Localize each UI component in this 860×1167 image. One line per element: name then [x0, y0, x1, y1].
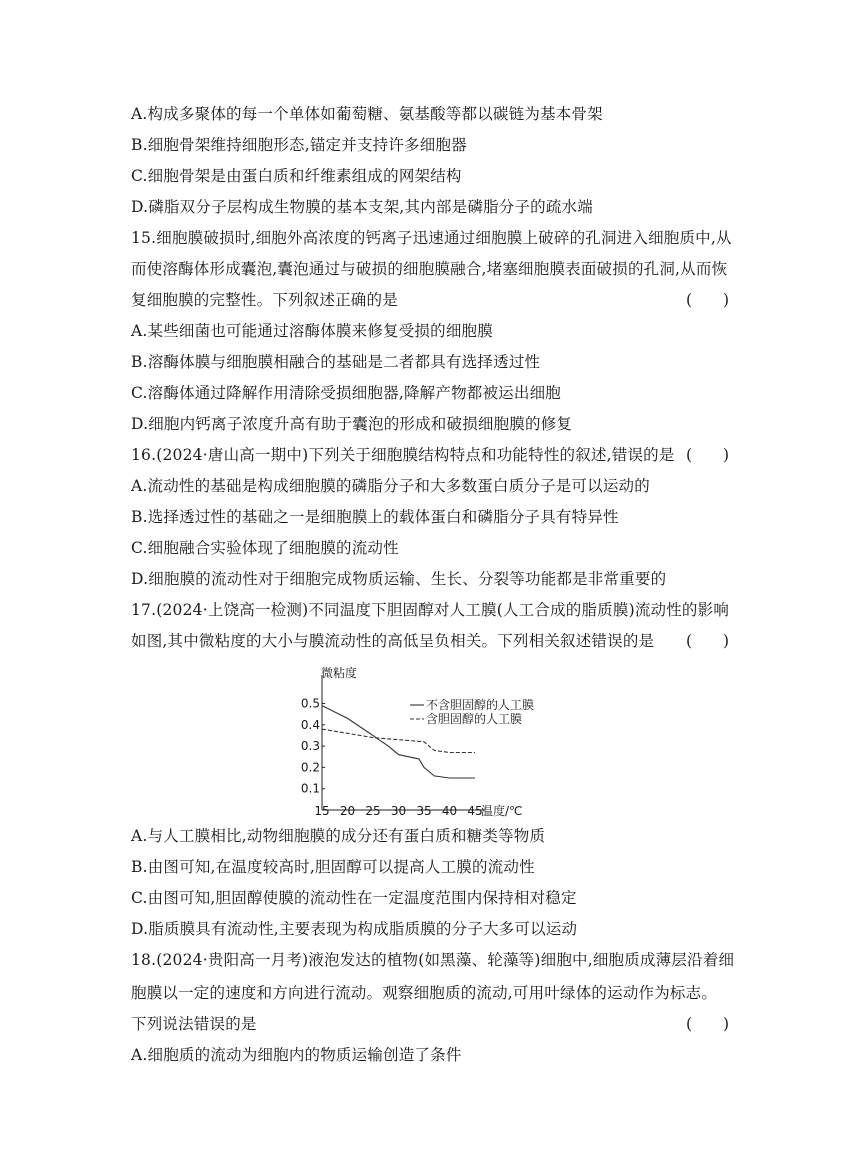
question-15-stem-1: 15.细胞膜破损时,细胞外高浓度的钙离子迅速通过细胞膜上破碎的孔洞进入细胞质中,从 [131, 229, 732, 247]
question-15-stem-3: 复细胞膜的完整性。下列叙述正确的是 [131, 291, 398, 309]
option-15b: B.溶酶体膜与细胞膜相融合的基础是二者都具有选择透过性 [131, 353, 541, 371]
option-16a: A.流动性的基础是构成细胞膜的磷脂分子和大多数蛋白质分子是可以运动的 [131, 477, 650, 495]
x-axis-label: 温度/℃ [481, 804, 523, 818]
question-15-stem-2: 而使溶酶体形成囊泡,囊泡通过与破损的细胞膜融合,堵塞细胞膜表面破损的孔洞,从而恢 [131, 260, 728, 278]
x-tick-label: 20 [339, 804, 356, 818]
answer-paren-18: ( ) [686, 1015, 730, 1033]
x-tick-label: 15 [314, 804, 330, 818]
y-tick-label: 0.4 [300, 717, 320, 732]
answer-paren-15: ( ) [686, 291, 730, 309]
option-16b: B.选择透过性的基础之一是细胞膜上的载体蛋白和磷脂分子具有特异性 [131, 508, 619, 526]
legend-label-2: 含胆固醇的人工膜 [426, 712, 523, 726]
question-18-stem-2: 胞膜以一定的速度和方向进行流动。观察细胞质的流动,可用叶绿体的运动作为标志。 [131, 984, 718, 1002]
option-15a: A.某些细菌也可能通过溶酶体膜来修复受损的细胞膜 [131, 322, 493, 340]
chart-axes [321, 665, 523, 818]
chart-legend [410, 697, 534, 726]
option-18a: A.细胞质的流动为细胞内的物质运输创造了条件 [131, 1046, 462, 1064]
option-17c: C.由图可知,胆固醇使膜的流动性在一定温度范围内保持相对稳定 [131, 889, 577, 907]
question-18-stem-3: 下列说法错误的是 [131, 1015, 257, 1033]
question-17-stem-2: 如图,其中微粘度的大小与膜流动性的高低呈负相关。下列相关叙述错误的是 [131, 632, 655, 650]
option-15c: C.溶酶体通过降解作用清除受损细胞器,降解产物都被运出细胞 [131, 384, 561, 402]
y-tick-label: 0.3 [300, 739, 320, 754]
answer-paren-16: ( ) [686, 446, 730, 464]
y-tick-label: 0.2 [300, 760, 320, 775]
question-18-stem-1: 18.(2024·贵阳高一月考)液泡发达的植物(如黑藻、轮藻等)细胞中,细胞质成薄层沿着细 [131, 951, 735, 969]
question-16-stem: 16.(2024·唐山高一期中)下列关于细胞膜结构特点和功能特性的叙述,错误的是 [131, 446, 675, 464]
question-17-stem-1: 17.(2024·上饶高一检测)不同温度下胆固醇对人工膜(人工合成的脂质膜)流动性的影响 [131, 601, 730, 619]
option-17a: A.与人工膜相比,动物细胞膜的成分还有蛋白质和糖类等物质 [131, 827, 546, 845]
x-tick-label: 45 [467, 804, 483, 818]
option-15d: D.细胞内钙离子浓度升高有助于囊泡的形成和破损细胞膜的修复 [131, 415, 573, 433]
y-axis-label: 微粘度 [321, 666, 358, 680]
option-17d: D.脂质膜具有流动性,主要表现为构成脂质膜的分子大多可以运动 [131, 920, 578, 938]
answer-paren-17: ( ) [686, 632, 730, 650]
y-tick-label: 0.5 [300, 696, 320, 711]
option-14b: B.细胞骨架维持细胞形态,锚定并支持许多细胞器 [131, 136, 467, 154]
y-tick-label: 0.1 [300, 781, 320, 796]
legend-label-1: 不含胆固醇的人工膜 [426, 698, 535, 712]
x-tick-label: 30 [390, 804, 407, 818]
option-16d: D.细胞膜的流动性对于细胞完成物质运输、生长、分裂等功能都是非常重要的 [131, 570, 667, 588]
series-line-2 [322, 729, 475, 752]
option-14c: C.细胞骨架是由蛋白质和纤维素组成的网架结构 [131, 167, 462, 185]
option-14a: A.构成多聚体的每一个单体如葡萄糖、氨基酸等都以碳链为基本骨架 [131, 105, 603, 123]
option-14d: D.磷脂双分子层构成生物膜的基本支架,其内部是磷脂分子的疏水端 [131, 198, 593, 216]
x-tick-label: 25 [365, 804, 381, 818]
x-tick-label: 40 [441, 804, 458, 818]
x-tick-label: 35 [416, 804, 432, 818]
viscosity-temperature-chart [290, 663, 580, 818]
option-16c: C.细胞融合实验体现了细胞膜的流动性 [131, 539, 399, 557]
option-17b: B.由图可知,在温度较高时,胆固醇可以提高人工膜的流动性 [131, 858, 535, 876]
